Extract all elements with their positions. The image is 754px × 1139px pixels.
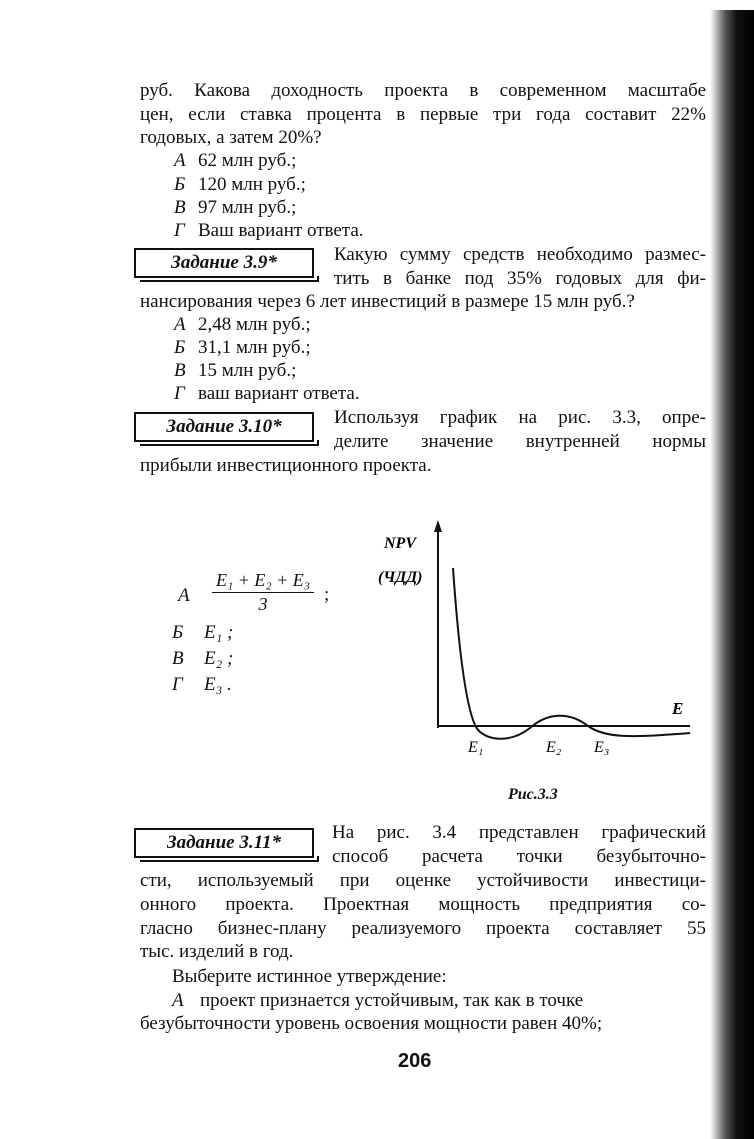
task-label-3-11: Задание 3.11* — [134, 828, 314, 858]
body-line: Используя график на рис. 3.3, опре- — [334, 407, 706, 428]
body-line: нансирования через 6 лет инвестиций в размере 15 млн руб.? — [140, 291, 635, 312]
y-axis-arrow — [434, 520, 442, 532]
option-letter: А — [174, 150, 186, 171]
answer-option — [172, 990, 706, 1012]
task-label-3-9: Задание 3.9* — [134, 248, 314, 278]
option-text: проект признается устойчивым, так как в точке — [200, 990, 584, 1011]
body-line: гласно бизнес-плану реализуемого проекта составляет 55 — [140, 918, 706, 939]
option-text: ваш вариант ответа. — [198, 383, 360, 404]
option-text: 2,48 млн руб.; — [198, 314, 311, 335]
x-axis-label: E — [672, 699, 684, 718]
body-line: На рис. 3.4 представлен графический — [332, 822, 706, 843]
option-letter: Б — [174, 174, 186, 195]
npv-curve — [453, 568, 690, 739]
option-letter: Б — [174, 337, 186, 358]
option-letter: Б — [172, 622, 184, 643]
body-line: тить в банке под 35% годовых для фи- — [334, 268, 706, 289]
body-line: онного проекта. Проектная мощность предприятия со- — [140, 894, 706, 915]
fraction-numerator: E₁ + E₂ + E₃ — [212, 570, 314, 593]
option-text: 15 млн руб.; — [198, 360, 297, 381]
option-text: E₃ . — [204, 674, 232, 695]
tick-label-e1: E₁ — [468, 739, 484, 756]
figure-caption: Рис.3.3 — [508, 786, 558, 803]
option-text: Ваш вариант ответа. — [198, 220, 364, 241]
option-text: 62 млн руб.; — [198, 150, 297, 171]
body-line: сти, используемый при оценке устойчивости инвестици- — [140, 870, 706, 891]
option-text: 120 млн руб.; — [198, 174, 306, 195]
option-letter: А — [178, 585, 190, 606]
body-line: тыс. изделий в год. — [140, 941, 294, 962]
body-line: годовых, а затем 20%? — [140, 127, 322, 148]
option-text: 97 млн руб.; — [198, 197, 297, 218]
body-line: безубыточности уровень освоения мощности равен 40%; — [140, 1013, 603, 1034]
option-letter: В — [174, 360, 186, 381]
tick-label-e3: E₃ — [594, 739, 610, 756]
option-letter: В — [172, 648, 184, 669]
option-letter: А — [174, 314, 186, 335]
body-line: Какую сумму средств необходимо размес- — [334, 244, 706, 265]
option-letter: В — [174, 197, 186, 218]
body-line: руб. Какова доходность проекта в современном масштабе — [140, 80, 706, 101]
y-axis-label: NPV — [384, 535, 416, 552]
option-letter: Г — [172, 674, 183, 695]
body-line: Выберите истинное утверждение: — [172, 966, 447, 987]
formula-tail: ; — [324, 584, 330, 605]
tick-label-e2: E₂ — [546, 739, 562, 756]
option-letter: Г — [174, 383, 185, 404]
page-number: 206 — [398, 1050, 432, 1072]
option-text: E₁ ; — [204, 622, 234, 643]
fraction-denominator: 3 — [258, 594, 268, 614]
body-line: делите значение внутренней нормы — [334, 431, 706, 452]
option-letter: А — [172, 990, 184, 1011]
task-label-3-10: Задание 3.10* — [134, 412, 314, 442]
body-line: прибыли инвестиционного проекта. — [140, 455, 432, 476]
body-line: способ расчета точки безубыточно- — [332, 846, 706, 867]
option-letter: Г — [174, 220, 185, 241]
option-text: E₂ ; — [204, 648, 234, 669]
y-axis-sublabel: (ЧДД) — [378, 569, 423, 586]
option-text: 31,1 млн руб.; — [198, 337, 311, 358]
body-line: цен, если ставка процента в первые три года составит 22% — [140, 104, 706, 125]
